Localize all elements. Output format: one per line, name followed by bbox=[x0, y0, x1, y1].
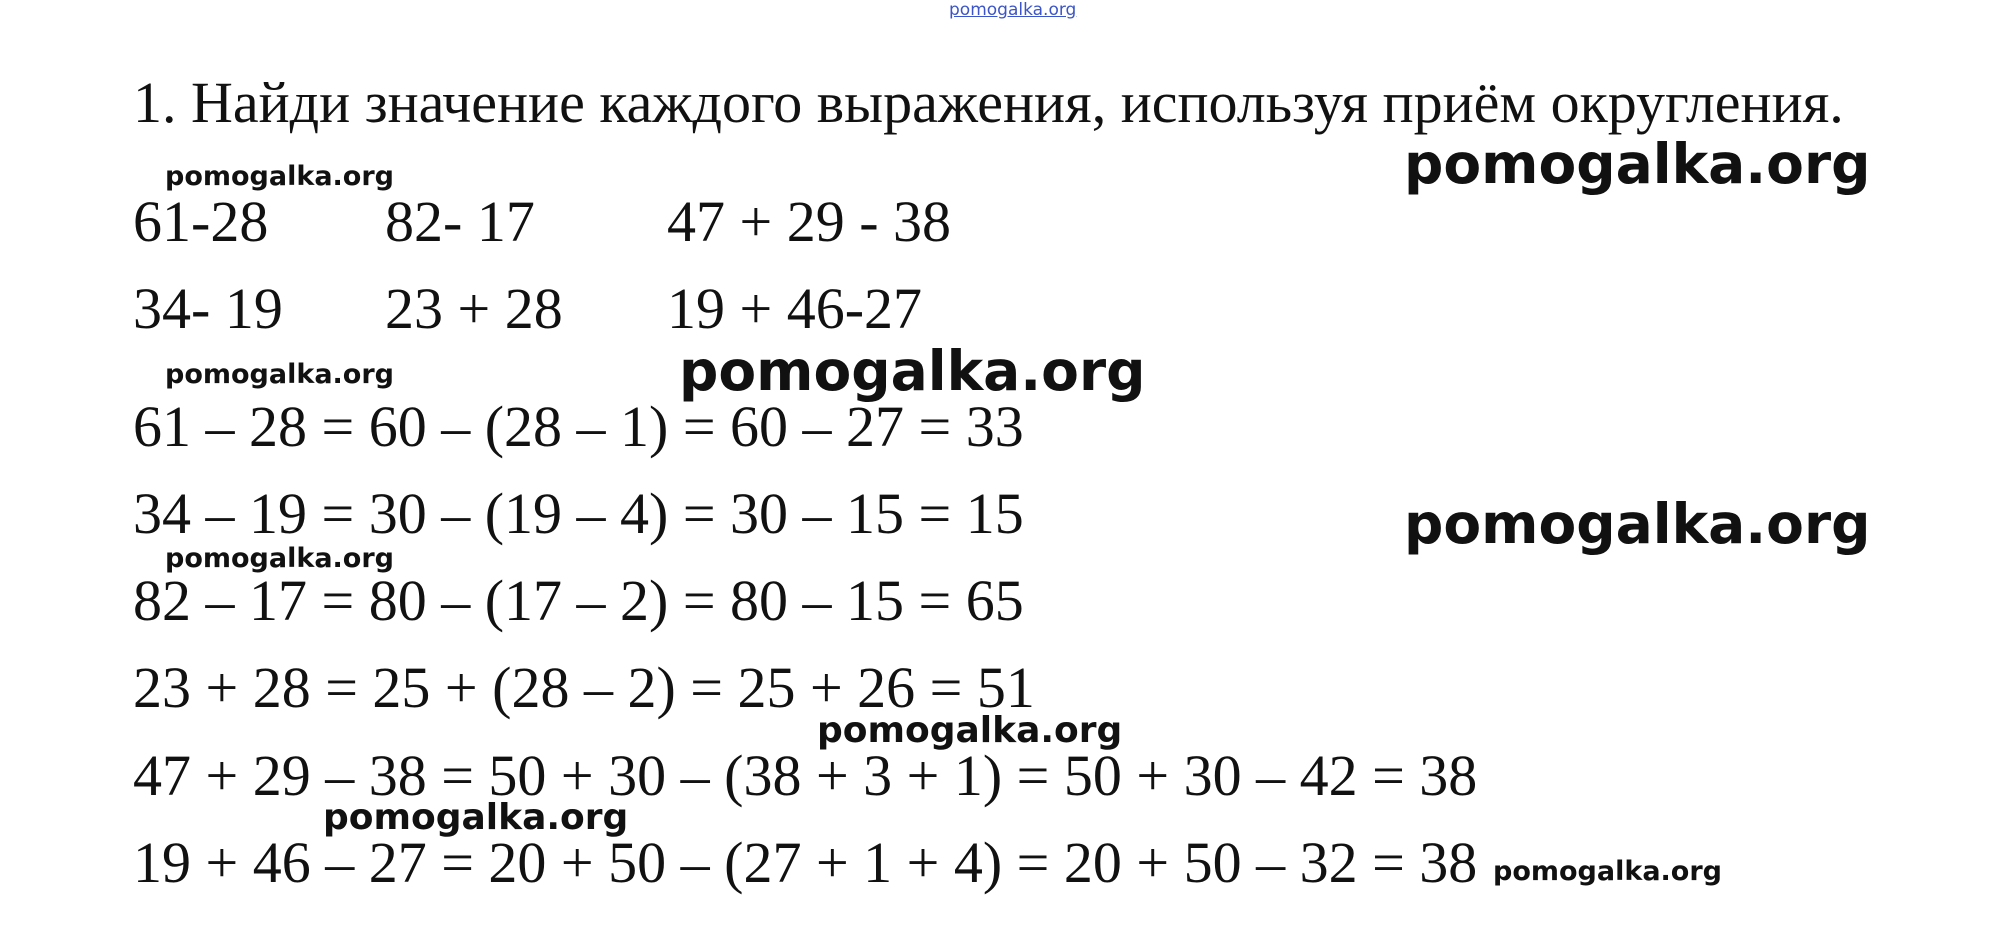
problem-2-2: 23 + 28 bbox=[385, 276, 563, 341]
solution-6: 19 + 46 – 27 = 20 + 50 – (27 + 1 + 4) = 20 + 50 – 32 = 38 bbox=[133, 830, 1478, 895]
watermark: pomogalka.org bbox=[165, 543, 394, 574]
watermark: pomogalka.org bbox=[1404, 132, 1871, 196]
problem-2-1: 34- 19 bbox=[133, 276, 283, 341]
solution-4: 23 + 28 = 25 + (28 – 2) = 25 + 26 = 51 bbox=[133, 655, 1035, 720]
watermark: pomogalka.org bbox=[817, 710, 1123, 751]
watermark: pomogalka.org bbox=[1404, 492, 1871, 556]
task-title: 1. Найди значение каждого выражения, используя приём округления. bbox=[133, 70, 1844, 135]
problem-2-3: 19 + 46-27 bbox=[667, 276, 923, 341]
site-link[interactable]: pomogalka.org bbox=[949, 0, 1077, 20]
solution-3: 82 – 17 = 80 – (17 – 2) = 80 – 15 = 65 bbox=[133, 568, 1024, 633]
watermark: pomogalka.org bbox=[165, 161, 394, 192]
solution-1: 61 – 28 = 60 – (28 – 1) = 60 – 27 = 33 bbox=[133, 394, 1024, 459]
problem-1-3: 47 + 29 - 38 bbox=[667, 189, 952, 254]
watermark: pomogalka.org bbox=[165, 359, 394, 390]
watermark: pomogalka.org bbox=[679, 339, 1146, 403]
problem-1-1: 61-28 bbox=[133, 189, 269, 254]
solution-2: 34 – 19 = 30 – (19 – 4) = 30 – 15 = 15 bbox=[133, 481, 1024, 546]
solution-5: 47 + 29 – 38 = 50 + 30 – (38 + 3 + 1) = 50 + 30 – 42 = 38 bbox=[133, 743, 1478, 808]
watermark: pomogalka.org bbox=[1493, 856, 1722, 887]
watermark: pomogalka.org bbox=[323, 797, 629, 838]
problem-1-2: 82- 17 bbox=[385, 189, 535, 254]
